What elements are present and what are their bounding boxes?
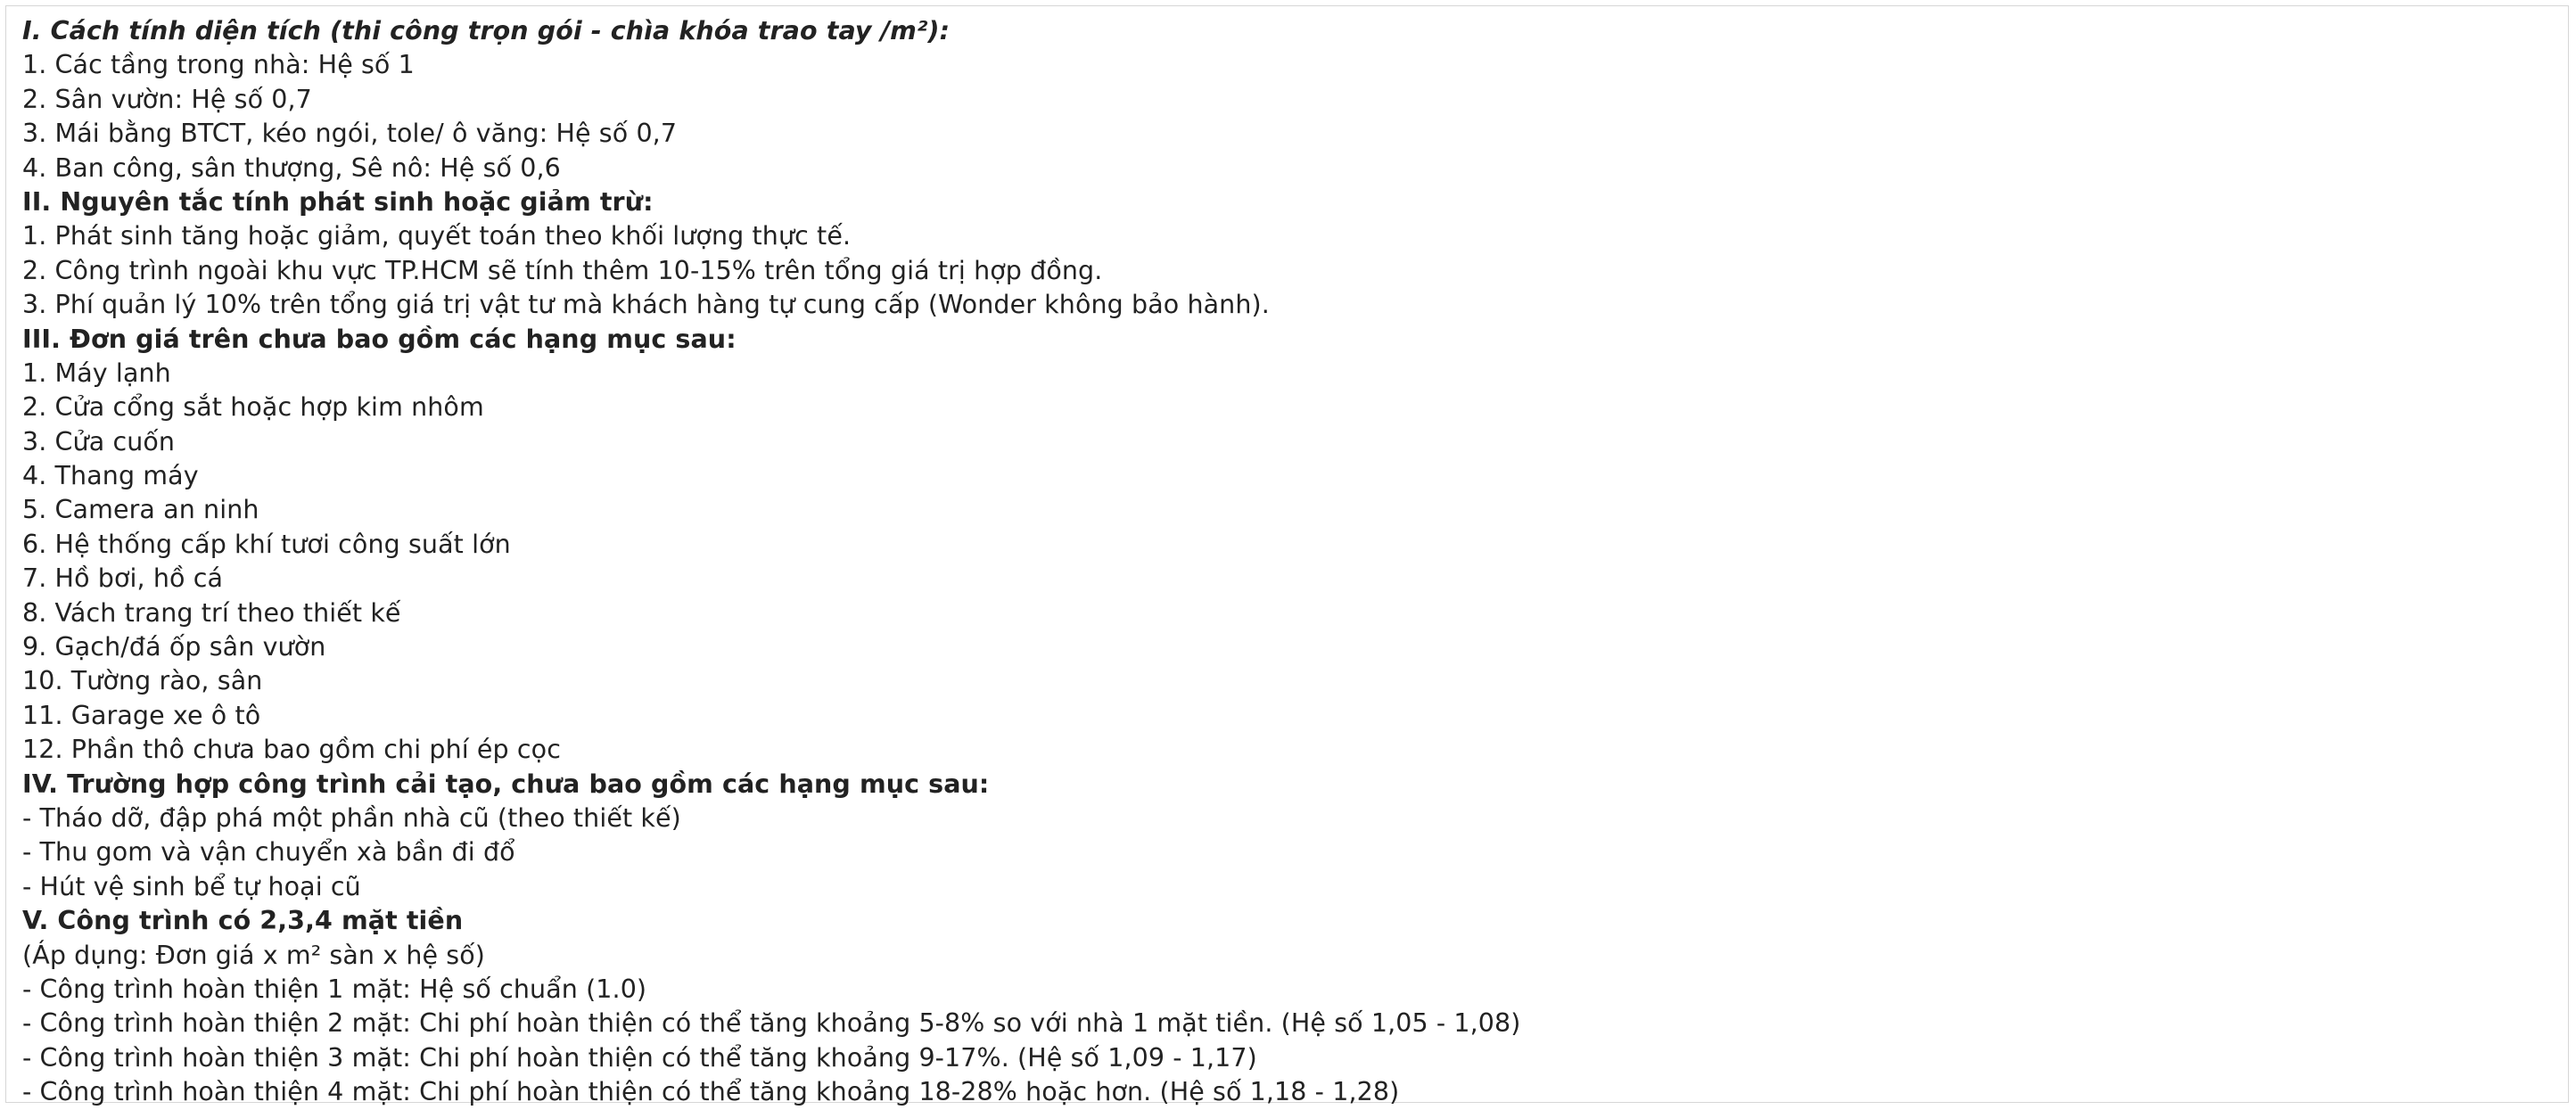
list-item: - Thu gom và vận chuyển xà bần đi đổ — [22, 837, 515, 867]
list-item: 4. Thang máy — [22, 461, 199, 491]
list-item: (Áp dụng: Đơn giá x m² sàn x hệ số) — [22, 940, 486, 970]
document-body — [22, 14, 2555, 1110]
list-item: 10. Tường rào, sân — [22, 666, 263, 696]
list-item: 1. Phát sinh tăng hoặc giảm, quyết toán theo khối lượng thực tế. — [22, 221, 852, 251]
list-item: 2. Sân vườn: Hệ số 0,7 — [22, 84, 312, 114]
list-item: - Công trình hoàn thiện 2 mặt: Chi phí hoàn thiện có thể tăng khoảng 5-8% so với nhà 1 mặt tiền. (Hệ số 1,05 - 1,08) — [22, 1008, 1521, 1039]
list-item: 5. Camera an ninh — [22, 495, 259, 525]
list-item: - Hút vệ sinh bể tự hoại cũ — [22, 871, 361, 901]
list-item: 2. Cửa cổng sắt hoặc hợp kim nhôm — [22, 392, 484, 423]
list-item: 4. Ban công, sân thượng, Sê nô: Hệ số 0,6 — [22, 152, 561, 183]
list-item: 1. Các tầng trong nhà: Hệ số 1 — [22, 50, 415, 80]
list-item: - Công trình hoàn thiện 3 mặt: Chi phí hoàn thiện có thể tăng khoảng 9-17%. (Hệ số 1,09 - 1,17) — [22, 1042, 1257, 1073]
list-item: - Tháo dỡ, đập phá một phần nhà cũ (theo thiết kế) — [22, 802, 681, 833]
section-heading: III. Đơn giá trên chưa bao gồm các hạng mục sau: — [22, 324, 737, 354]
list-item: 9. Gạch/đá ốp sân vườn — [22, 632, 326, 662]
section-heading: II. Nguyên tắc tính phát sinh hoặc giảm trừ: — [22, 186, 654, 217]
list-item: 3. Cửa cuốn — [22, 426, 176, 456]
section-heading: IV. Trường hợp công trình cải tạo, chưa bao gồm các hạng mục sau: — [22, 769, 990, 799]
list-item: 1. Máy lạnh — [22, 358, 171, 388]
section-heading: V. Công trình có 2,3,4 mặt tiền — [22, 906, 464, 936]
list-item: 7. Hồ bơi, hồ cá — [22, 563, 224, 594]
document-frame — [5, 5, 2569, 1107]
section-heading: I. Cách tính diện tích (thi công trọn gói - chìa khóa trao tay /m²): — [22, 16, 951, 45]
list-item: 6. Hệ thống cấp khí tươi công suất lớn — [22, 529, 511, 559]
list-item: 11. Garage xe ô tô — [22, 700, 261, 730]
list-item: 8. Vách trang trí theo thiết kế — [22, 597, 401, 628]
list-item: 3. Phí quản lý 10% trên tổng giá trị vật tư mà khách hàng tự cung cấp (Wonder không bảo hành). — [22, 290, 1270, 320]
list-item: - Công trình hoàn thiện 1 mặt: Hệ số chuẩn (1.0) — [22, 974, 647, 1004]
list-item: 2. Công trình ngoài khu vực TP.HCM sẽ tính thêm 10-15% trên tổng giá trị hợp đồng. — [22, 255, 1103, 285]
list-item: 3. Mái bằng BTCT, kéo ngói, tole/ ô văng: Hệ số 0,7 — [22, 119, 678, 149]
list-item: 12. Phần thô chưa bao gồm chi phí ép cọc — [22, 735, 561, 765]
list-item: - Công trình hoàn thiện 4 mặt: Chi phí hoàn thiện có thể tăng khoảng 18-28% hoặc hơn. (Hệ số 1,18 - 1,28) — [22, 1077, 1400, 1107]
